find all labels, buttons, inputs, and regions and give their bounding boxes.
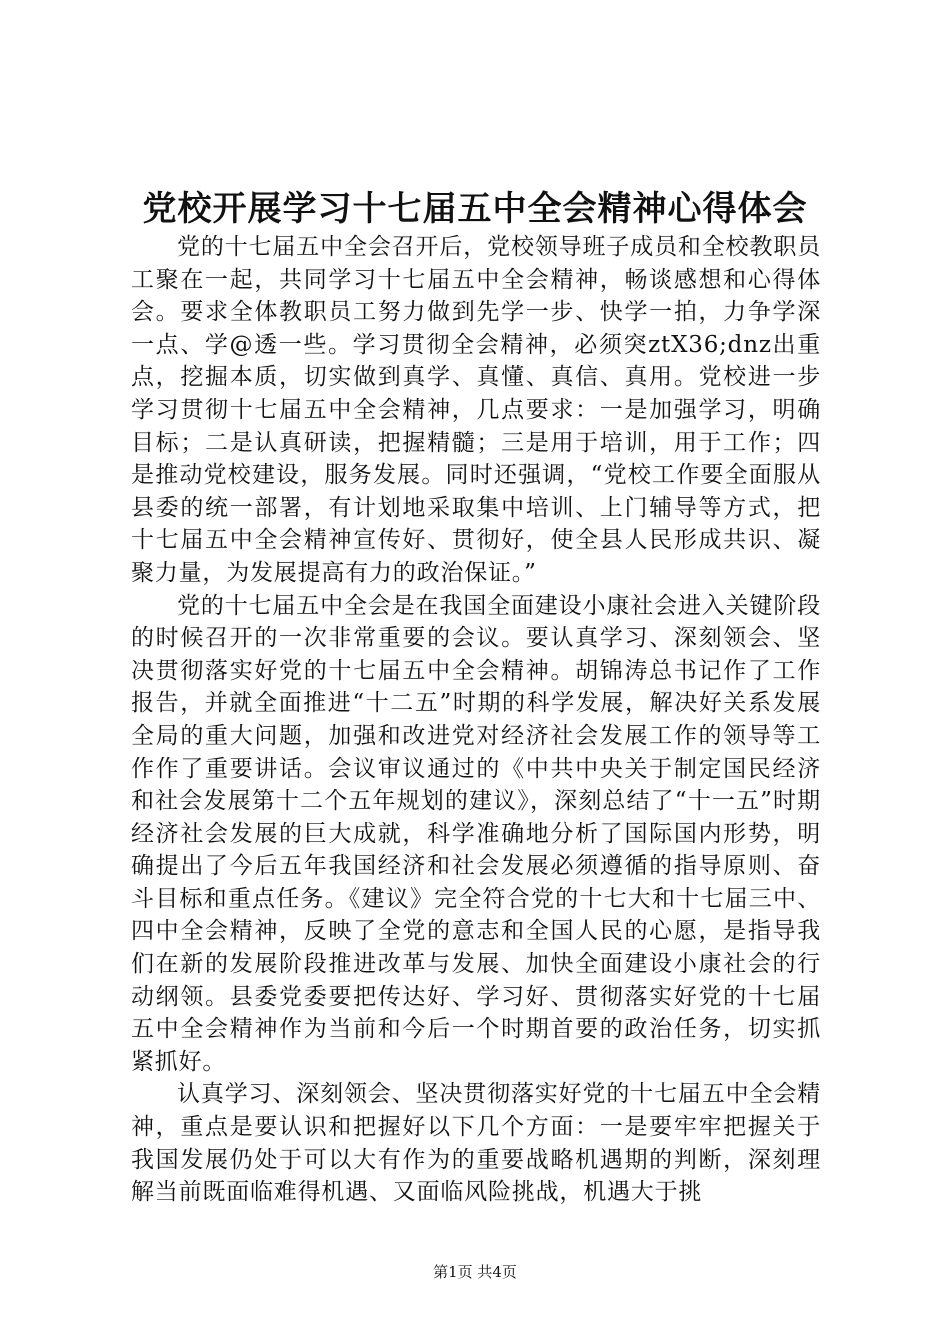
document-title: 党校开展学习十七届五中全会精神心得体会 bbox=[142, 189, 808, 229]
page-number-footer: 第1页 共4页 bbox=[433, 1263, 517, 1281]
paragraph-2: 党的十七届五中全会是在我国全面建设小康社会进入关键阶段的时候召开的一次非常重要的会议。要认真学习、深刻领会、坚决贯彻落实好党的十七届五中全会精神。胡锦涛总书记作了工作报告，并就全面推进“十二五”时期的科学发展，解决好关系发展全局的重大问题，加强和改进党对经济社会发展工作的领导等工作作了重要讲话。会议审议通过的《中共中央关于制定国民经济和社会发展第十二个五年规划的建议》，深刻总结了“十一五”时期经济社会发展的巨大成就，科学准确地分析了国际国内形势，明确提出了今后五年我国经济和社会发展必须遵循的指导原则、奋斗目标和重点任务。《建议》完全符合党的十七大和十七届三中、四中全会精神，反映了全党的意志和全国人民的心愿，是指导我们在新的发展阶段推进改革与发展、加快全面建设小康社会的行动纲领。县委党委要把传达好、学习好、贯彻落实好党的十七届五中全会精神作为当前和今后一个时期首要的政治任务，切实抓紧抓好。 bbox=[131, 592, 821, 1075]
paragraph-1: 党的十七届五中全会召开后，党校领导班子成员和全校教职员工聚在一起，共同学习十七届五中全会精神，畅谈感想和心得体会。要求全体教职员工努力做到先学一步、快学一拍，力争学深一点、学@透一些。学习贯彻全会精神，必须突ztX36;dnz出重点，挖掘本质，切实做到真学、真懂、真信、真用。党校进一步学习贯彻十七届五中全会精神，几点要求：一是加强学习，明确目标；二是认真研读，把握精髓；三是用于培训，用于工作；四是推动党校建设，服务发展。同时还强调，“党校工作要全面服从县委的统一部署，有计划地采取集中培训、上门辅导等方式，把十七届五中全会精神宣传好、贯彻好，使全县人民形成共识、凝聚力量，为发展提高有力的政治保证。” bbox=[131, 234, 821, 586]
document-body bbox=[131, 231, 821, 1209]
paragraph-3: 认真学习、深刻领会、坚决贯彻落实好党的十七届五中全会精神，重点是要认识和把握好以下几个方面：一是要牢牢把握关于我国发展仍处于可以大有作为的重要战略机遇期的判断，深刻理解当前既面临难得机遇、又面临风险挑战，机遇大于挑 bbox=[131, 1081, 821, 1206]
